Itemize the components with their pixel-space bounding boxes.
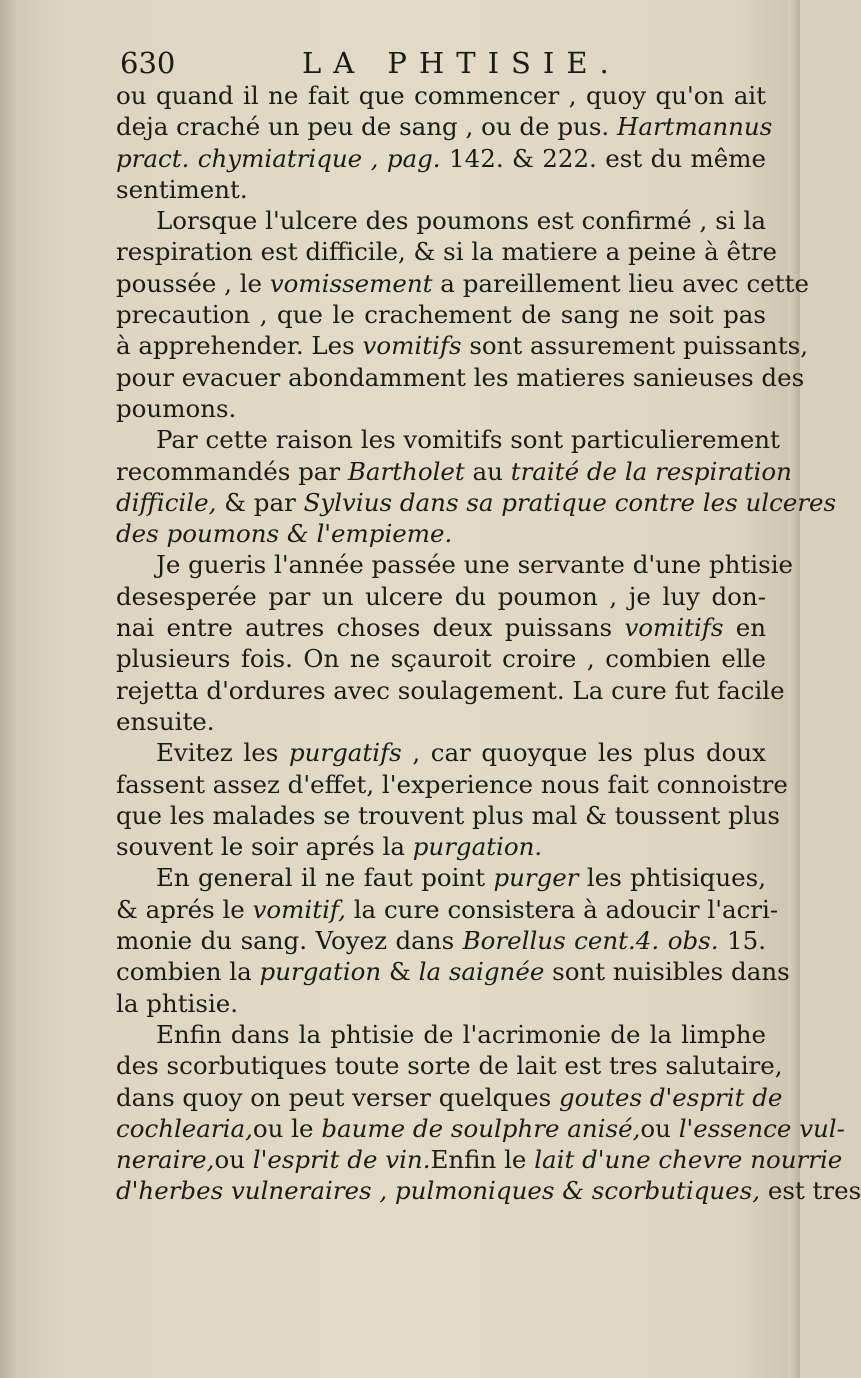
text-segment: Je gueris l'année passée une servante d'une phtisie xyxy=(156,550,794,580)
text-line xyxy=(116,143,766,174)
italic-text: purger xyxy=(493,863,579,893)
text-segment: , car quoyque les plus doux xyxy=(401,738,766,768)
text-segment: En general il ne faut point xyxy=(156,863,494,893)
text-segment: ou le xyxy=(252,1113,322,1143)
italic-text: purgatifs xyxy=(288,738,402,768)
text-line xyxy=(116,1113,845,1144)
italic-text: difficile, xyxy=(116,487,217,517)
text-segment: poumons. xyxy=(116,393,237,423)
text-line xyxy=(116,205,766,236)
italic-text: Borellus cent.4. obs. xyxy=(462,926,719,956)
text-segment: 15. xyxy=(718,926,766,956)
text-segment: sont assurement puissants, xyxy=(461,331,808,361)
italic-text: lait d'une chevre nourrie xyxy=(534,1145,843,1175)
text-line xyxy=(116,518,766,549)
text-line xyxy=(116,925,766,956)
text-line xyxy=(116,894,779,925)
text-segment: les phtisiques, xyxy=(578,863,766,893)
text-line xyxy=(116,1050,783,1081)
italic-text: vomitifs xyxy=(362,331,462,361)
text-segment: pour evacuer abondamment les matieres sanieuses des xyxy=(116,362,805,392)
text-line xyxy=(116,581,766,612)
text-segment: & aprés le xyxy=(116,894,253,924)
italic-text: goutes d'esprit de xyxy=(558,1082,783,1112)
text-segment: plusieurs fois. On ne sçauroit croire , combien elle xyxy=(116,644,766,674)
running-title: LA PHTISIE. xyxy=(302,46,621,80)
text-line xyxy=(116,1175,861,1206)
text-segment: souvent le soir aprés la xyxy=(116,832,413,862)
text-line xyxy=(116,612,766,643)
text-segment: est tres xyxy=(760,1176,861,1206)
text-segment: Evitez les xyxy=(156,738,289,768)
text-segment: precaution , que le crachement de sang ne soit pas xyxy=(116,300,766,330)
text-segment: recommandés par xyxy=(116,456,348,486)
text-line xyxy=(116,424,780,455)
italic-text: Bartholet xyxy=(347,456,465,486)
italic-text: Hartmannus xyxy=(616,112,773,142)
text-segment: & xyxy=(381,957,419,987)
text-line xyxy=(116,393,766,424)
text-line xyxy=(116,956,790,987)
text-segment: 142. & 222. est du même xyxy=(440,143,767,173)
text-line xyxy=(116,831,766,862)
italic-text: d'herbes vulneraires , pulmoniques & scorbutiques, xyxy=(116,1176,761,1206)
text-segment: nai entre autres choses deux puissans xyxy=(116,613,625,643)
italic-text: vomitifs xyxy=(624,613,724,643)
text-segment: la phtisie. xyxy=(116,988,239,1018)
italic-text: la saignée xyxy=(418,957,545,987)
text-segment: deja craché un peu de sang , ou de pus. xyxy=(116,112,617,142)
italic-text: baume de soulphre anisé, xyxy=(321,1113,641,1143)
text-segment: combien la xyxy=(116,957,260,987)
text-segment: Enfin le xyxy=(430,1145,535,1175)
text-line xyxy=(116,174,766,205)
italic-text: traité de la respiration xyxy=(510,456,792,486)
page-number: 630 xyxy=(120,46,176,80)
text-line xyxy=(116,236,778,267)
text-line xyxy=(116,1019,766,1050)
italic-text: neraire, xyxy=(116,1145,215,1175)
italic-text: l'essence vul- xyxy=(678,1113,845,1143)
text-segment: ou xyxy=(214,1145,253,1175)
text-segment: & par xyxy=(216,487,304,517)
text-segment: ensuite. xyxy=(116,706,215,736)
text-segment: a pareillement lieu avec cette xyxy=(432,268,809,298)
text-segment: ou xyxy=(640,1113,679,1143)
text-line xyxy=(116,800,780,831)
text-segment: que les malades se trouvent plus mal & toussent plus xyxy=(116,800,780,830)
italic-text: purgation. xyxy=(412,832,543,862)
text-line xyxy=(116,299,766,330)
text-segment: Lorsque l'ulcere des poumons est confirmé , si la xyxy=(156,206,766,236)
text-segment: rejetta d'ordures avec soulagement. La cure fut facile xyxy=(116,675,785,705)
text-segment: monie du sang. Voyez dans xyxy=(116,926,463,956)
text-line xyxy=(116,769,788,800)
italic-text: vomitif, xyxy=(252,894,346,924)
text-line xyxy=(116,487,837,518)
text-line xyxy=(116,706,766,737)
text-line xyxy=(116,549,794,580)
italic-text: cochlearia, xyxy=(116,1113,253,1143)
text-segment: desesperée par un ulcere du poumon , je luy don- xyxy=(116,581,766,611)
text-segment: fassent assez d'effet, l'experience nous fait connoistre xyxy=(116,769,788,799)
text-segment: sont nuisibles dans xyxy=(544,957,790,987)
text-line xyxy=(116,1082,783,1113)
text-line xyxy=(116,268,809,299)
text-line xyxy=(116,330,808,361)
text-segment: des scorbutiques toute sorte de lait est tres salutaire, xyxy=(116,1051,783,1081)
text-line xyxy=(116,111,773,142)
body-text xyxy=(116,80,861,1207)
text-line xyxy=(116,643,766,674)
text-segment: Enfin dans la phtisie de l'acrimonie de la limphe xyxy=(156,1019,766,1049)
text-line xyxy=(116,456,792,487)
text-line xyxy=(116,988,766,1019)
text-segment: respiration est difficile, & si la matiere a peine à être xyxy=(116,237,778,267)
text-segment: dans quoy on peut verser quelques xyxy=(116,1082,559,1112)
text-line xyxy=(116,80,766,111)
page-left-edge xyxy=(0,0,18,1378)
text-segment: à apprehender. Les xyxy=(116,331,363,361)
italic-text: pract. chymiatrique , pag. xyxy=(116,143,441,173)
text-segment: en xyxy=(723,613,766,643)
italic-text: l'esprit de vin. xyxy=(252,1145,431,1175)
text-line xyxy=(116,1144,843,1175)
text-segment: au xyxy=(464,456,511,486)
italic-text: purgation xyxy=(259,957,382,987)
text-line xyxy=(116,737,766,768)
text-line xyxy=(116,862,766,893)
text-line xyxy=(116,675,785,706)
text-segment: ou quand il ne fait que commencer , quoy qu'on ait xyxy=(116,81,766,110)
text-segment: poussée , le xyxy=(116,268,270,298)
text-segment: Par cette raison les vomitifs sont particulierement xyxy=(156,425,780,455)
italic-text: vomissement xyxy=(269,268,433,298)
text-segment: sentiment. xyxy=(116,174,248,204)
italic-text: des poumons & l'empieme. xyxy=(116,519,453,549)
italic-text: Sylvius dans sa pratique contre les ulceres xyxy=(303,487,837,517)
text-segment: la cure consistera à adoucir l'acri- xyxy=(345,894,779,924)
text-line xyxy=(116,362,805,393)
